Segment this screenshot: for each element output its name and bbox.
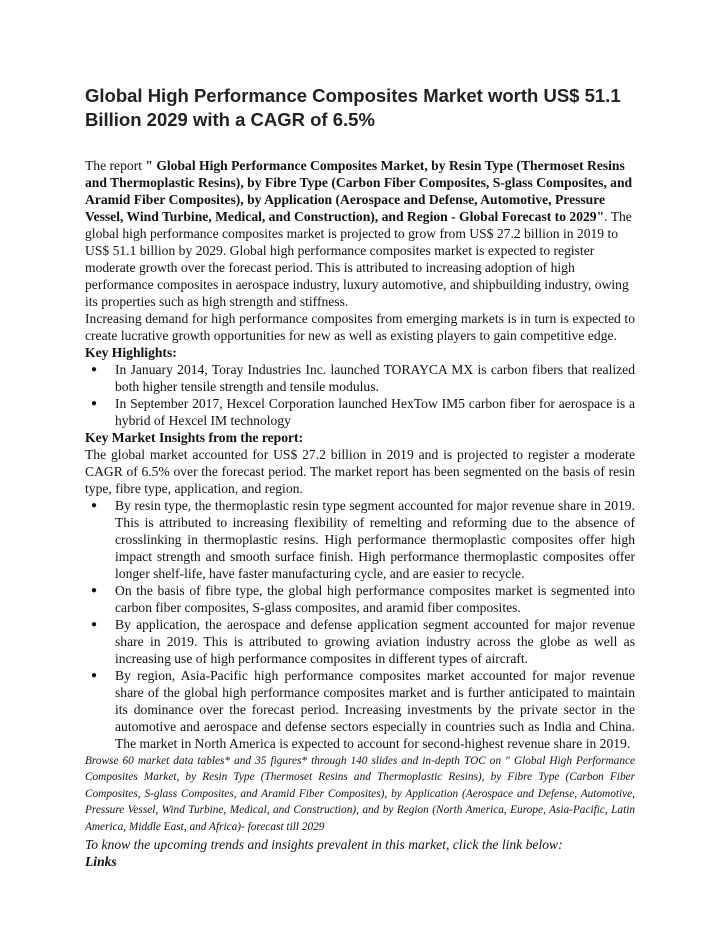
list-item: ● On the basis of fibre type, the global high performance composites market is segmented into carbon fiber composites, S-glass composites, and aramid fiber composites.: [91, 583, 635, 615]
document-body: [85, 157, 635, 870]
report-name: " Global High Performance Composites Market, by Resin Type (Thermoset Resins and Thermoplastic Resins), by Fibre Type (Carbon Fiber Composites, S-glass Composites, and Aramid Fiber Composites), by Application (Aerospace and Defense, Automotive, Pressure Vessel, Wind Turbine, Medical, and Construction), and Region - Global Forecast to 2029": [85, 158, 633, 224]
insights-intro: The global market accounted for US$ 27.2 billion in 2019 and is projected to register a moderate CAGR of 6.5% over the forecast period. The market report has been segmented on the basis of resin type, fibre type, application, and region.: [85, 447, 635, 496]
list-item: ● By region, Asia-Pacific high performance composites market accounted for major revenue share of the global high performance composites market and is further anticipated to maintain its dominance over the forecast period. Increasing investments by the private sector in the automotive and aerospace and defense sectors especially in countries such as India and China. The market in North America is expected to account for second-highest revenue share in 2019.: [91, 668, 635, 751]
bullet-icon: ●: [91, 398, 98, 409]
list-item: ● In September 2017, Hexcel Corporation launched HexTow IM5 carbon fiber for aerospace is a hybrid of Hexcel IM technology: [91, 396, 635, 428]
links-link[interactable]: Links: [85, 854, 117, 870]
key-highlights-list: [85, 361, 635, 429]
call-to-action: To know the upcoming trends and insights prevalent in this market, click the link below:: [85, 837, 563, 853]
intro-body: . The global high performance composites market is projected to grow from US$ 27.2 billion in 2019 to US$ 51.1 billion by 2029. Global high performance composites market is expected to register moderate growth over the forecast period. This is attributed to increasing adoption of high performance composites in aerospace industry, luxury automotive, and shipbuilding industry, owing its properties such as high strength and stiffness.: [85, 209, 632, 309]
insights-list: [85, 497, 635, 752]
key-highlights-heading: Key Highlights:: [85, 345, 177, 360]
bullet-icon: ●: [91, 500, 98, 511]
list-item: ● In January 2014, Toray Industries Inc. launched TORAYCA MX is carbon fibers that realized both higher tensile strength and tensile modulus.: [91, 362, 635, 394]
bullet-icon: ●: [91, 585, 98, 596]
page-title: Global High Performance Composites Market worth US$ 51.1 Billion 2029 with a CAGR of 6.5%: [85, 85, 621, 130]
bullet-icon: ●: [91, 364, 98, 375]
list-item: ● By resin type, the thermoplastic resin type segment accounted for major revenue share in 2019. This is attributed to increasing flexibility of remelting and reforming due to the absence of crosslinking in thermoplastic resins. High performance thermoplastic composites offer high impact strength and smooth surface finish. High performance thermoplastic composites offer longer shelf-life, have faster manufacturing cycle, and are easier to recycle.: [91, 498, 635, 581]
demand-paragraph: Increasing demand for high performance composites from emerging markets is in turn is expected to create lucrative growth opportunities for new as well as existing players to gain competitive edge.: [85, 311, 635, 343]
intro-paragraph: [85, 157, 635, 310]
browse-paragraph: Browse 60 market data tables* and 35 figures* through 140 slides and in-depth TOC on " Global High Performance Composites Market, by Resin Type (Thermoset Resins and Thermoplastic Resins), by Fibre Type (Carbon Fiber Composites, S-glass Composites, and Aramid Fiber Composites), by Application (Aerospace and Defense, Automotive, Pressure Vessel, Wind Turbine, Medical, and Construction), and by Region (North America, Europe, Asia-Pacific, Latin America, Middle East, and Africa)- forecast till 2029: [85, 755, 635, 833]
insights-heading: Key Market Insights from the report:: [85, 430, 304, 445]
intro-prefix: The report: [85, 158, 146, 173]
list-item: ● By application, the aerospace and defense application segment accounted for major revenue share in 2019. This is attributed to growing aviation industry across the globe as well as increasing use of high performance composites in different types of aircraft.: [91, 617, 635, 666]
bullet-icon: ●: [91, 670, 98, 681]
bullet-icon: ●: [91, 619, 98, 630]
